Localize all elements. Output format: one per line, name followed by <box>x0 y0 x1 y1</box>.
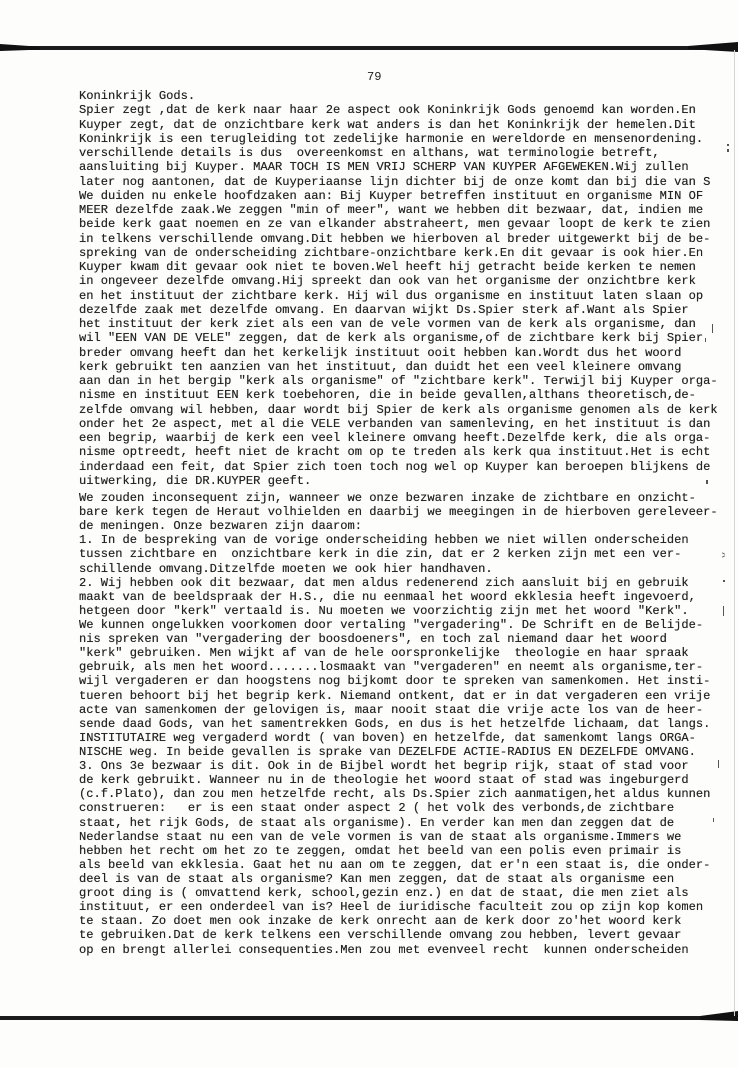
text-line: verschillende details is dus overeenkomst en althans, wat terminologie betreft, <box>79 146 660 160</box>
text-line: construeren: er is een staat onder aspect 2 ( het volk des verbonds,de zichtbare <box>79 801 675 816</box>
scan-shadow-top-right <box>688 42 738 52</box>
text-line: een begrip, waarbij de kerk een veel kleinere omvang heeft.Dezelfde kerk, die als orga- <box>79 431 711 445</box>
text-line: de meningen. Onze bezwaren zijn daarom: <box>79 519 363 534</box>
text-line: We duiden nu enkele hoofdzaken aan: Bij Kuyper betreffen instituut en organisme MIN OF <box>79 188 704 203</box>
text-line: wil "EEN VAN DE VELE" zeggen, dat de kerk als organisme,of de zichtbare kerk bij Spier <box>79 331 704 346</box>
text-line: als beeld van ekklesia. Gaat het nu aan om te zeggen, dat er'n een staat is, die onder- <box>79 857 711 872</box>
text-line: te gebruiken.Dat de kerk telkens een verschillende omvang zou hebben, levert gevaar <box>79 928 682 943</box>
text-line: zelfde omvang wil hebben, daar wordt bij Spier de kerk als organisme genomen als de kerk <box>79 402 718 417</box>
text-line: Koninkrijk Gods. <box>79 89 196 103</box>
text-line: 2. Wij hebben ook dit bezwaar, dat men aldus redenerend zich aansluit bij en gebruik <box>79 575 689 590</box>
text-line: op en brengt allerlei consequenties.Men zou met evenveel recht kunnen onderscheiden <box>79 942 689 957</box>
text-line: kerk gebruikt ten aanzien van het instituut, dan duidt het een veel kleinere omvang <box>79 359 682 374</box>
text-line: We kunnen ongelukken voorkomen door vertaling "vergadering". De Schrift en de Belijde- <box>79 617 704 632</box>
text-line: nisme en instituut EEN kerk toebehoren, die in beide gevallen,althans theoretisch,de- <box>79 388 696 403</box>
text-line: tussen zichtbare en onzichtbare kerk in die zin, dat er 2 kerken zijn met een ver- <box>79 547 682 562</box>
text-line: staat, het rijk Gods, de staat als organisme). En verder kan men dan zeggen dat de <box>79 815 675 830</box>
text-line: "kerk" gebruiken. Men wijkt af van de hele oorspronkelijke theologie en haar spraak <box>79 646 689 661</box>
text-line: onder het 2e aspect, met al die VELE verbanden van samenleving, en het instituut is dan <box>79 416 711 431</box>
text-block-section-two <box>79 491 735 957</box>
scan-edge-top <box>0 46 738 50</box>
text-line: spreking van de onderscheiding zichtbare-onzichtbare kerk.En dit gevaar is ook hier.En <box>79 245 704 260</box>
text-line: dezelfde zaak met dezelfde omvang. En daarvan wijkt Ds.Spier sterk af.Want als Spier <box>79 302 689 317</box>
scan-shadow-bottom-right <box>700 1011 738 1021</box>
text-line: en het instituut der zichtbare kerk. Hij wil dus organisme en instituut laten slaan op <box>79 288 704 303</box>
text-line: 3. Ons 3e bezwaar is dit. Ook in de Bijbel wordt het begrip rijk, staat of stad voor <box>79 759 689 774</box>
text-line: INSTITUTAIRE weg vergaderd wordt ( van boven) en hetzelfde, dat samenkomt langs ORGA- <box>79 730 696 745</box>
text-line: wijl vergaderen er dan hoogstens nog bijkomt door te spreken van samenkomen. Het insti- <box>79 674 711 689</box>
text-block-section-one <box>79 89 735 488</box>
text-line: maakt van de beeldspraak der H.S., die nu eenmaal het woord ekklesia heeft ingevoerd, <box>79 589 696 604</box>
text-line: MEER dezelfde zaak.We zeggen "min of meer", want we hebben dit bezwaar, dat, indien me <box>79 203 704 217</box>
text-line: beide kerk gaat noemen en ze van elkander abstraheert, men gevaar loopt de kerk te zien <box>79 217 711 232</box>
text-line: nis spreken van "vergadering der boosdoeners", en toch zal niemand daar het woord <box>79 632 667 647</box>
text-line: inderdaad een feit, dat Spier zich toen toch nog wel op Kuyper kan beroepen blijkens de <box>79 459 711 474</box>
page-number: 79 <box>367 70 382 84</box>
text-line: deel is van de staat als organisme? Kan men zeggen, dat de staat als organisme een <box>79 871 675 886</box>
text-line: hetgeen door "kerk" vertaald is. Nu moeten we voorzichtig zijn met het woord "Kerk". <box>79 603 689 618</box>
text-line: nisme optreedt, heeft niet de kracht om op te treden als kerk qua instituut.Het is echt <box>79 445 711 460</box>
text-line: de kerk gebruikt. Wanneer nu in de theologie het woord staat of stad was ingeburgerd <box>79 773 689 788</box>
text-line: later nog aantonen, dat de Kuyperiaanse lijn dichter bij de onze komt dan bij die van S <box>79 174 711 189</box>
text-line: Kuyper kwam dit gevaar ook niet te boven.Wel heeft hij getracht beide kerken te nemen <box>79 260 696 274</box>
text-line: Nederlandse staat nu een van de vele vormen is van de staat als organisme.Immers we <box>79 829 682 844</box>
text-line: in telkens verschillende omvang.Dit hebben we hierboven al breder uitgewerkt bij de be- <box>79 231 711 246</box>
text-line: te staan. Zo doet men ook inzake de kerk onrecht aan de kerk door zo'het woord kerk <box>79 914 682 929</box>
text-line: hebben het recht om het zo te zeggen, omdat het beeld van een polis even primair is <box>79 843 682 858</box>
text-line: groot ding is ( omvattend kerk, school,gezin enz.) en dat de staat, die men ziet als <box>79 886 689 901</box>
text-line: schillende omvang.Ditzelfde moeten we ook hier handhaven. <box>79 561 493 576</box>
text-line: We zouden inconsequent zijn, wanneer we onze bezwaren inzake de zichtbare en onzicht- <box>79 491 696 505</box>
text-line: gebruik, als men het woord.......losmaakt van "vergaderen" en neemt als organisme,ter- <box>79 660 704 675</box>
text-line: aan dan in het bergip "kerk als organisme" of "zichtbare kerk". Terwijl bij Kuyper orga- <box>79 374 718 388</box>
text-line: breder omvang heeft dan het kerkelijk instituut ooit hebben kan.Wordt dus het woord <box>79 345 682 360</box>
text-line: aansluiting bij Kuyper. MAAR TOCH IS MEN VRIJ SCHERP VAN KUYPER AFGEWEKEN.Wij zullen <box>79 160 689 175</box>
text-line: het instituut der kerk ziet als een van de vele vormen van de kerk als organisme, dan <box>79 317 696 331</box>
text-line: tueren behoort bij het begrip kerk. Niemand ontkent, dat er in dat vergaderen een vrije <box>79 688 711 703</box>
text-line: NISCHE weg. In beide gevallen is sprake van DEZELFDE ACTIE-RADIUS EN DEZELFDE OMVANG. <box>79 744 696 759</box>
text-line: (c.f.Plato), dan zou men hetzelfde recht, als Ds.Spier zich aanmatigen,het aldus kunnen <box>79 787 711 802</box>
text-line: Spier zegt ,dat de kerk naar haar 2e aspect ook Koninkrijk Gods genoemd kan worden.En <box>79 103 696 118</box>
scan-edge-bottom <box>0 1016 738 1020</box>
text-line: sende daad Gods, van het samentrekken Gods, en dus is het hetzelfde lichaam, dat langs. <box>79 716 711 731</box>
text-line: Koninkrijk is een terugleiding tot zedelijke harmonie en wereldorde en mensenordening. <box>79 131 704 146</box>
text-line: uitwerking, die DR.KUYPER geeft. <box>79 473 312 488</box>
text-line: Kuyper zegt, dat de onzichtbare kerk wat anders is dan het Koninkrijk der hemelen.Dit <box>79 117 696 132</box>
text-line: in ongeveer dezelfde omvang.Hij spreekt dan ook van het organisme der onzichtbre kerk <box>79 274 696 289</box>
text-line: instituut, er een onderdeel van is? Heel de iuridische faculteit zou op zijn kop komen <box>79 900 704 915</box>
text-line: acte van samenkomen der gelovigen is, maar nooit staat die vrije acte los van de heer- <box>79 702 704 717</box>
text-line: 1. In de bespreking van de vorige onderscheiding hebben we niet willen onderscheiden <box>79 533 689 548</box>
text-line: bare kerk tegen de Heraut volhielden en daarbij we meegingen in de hierboven gereleveer- <box>79 505 718 520</box>
